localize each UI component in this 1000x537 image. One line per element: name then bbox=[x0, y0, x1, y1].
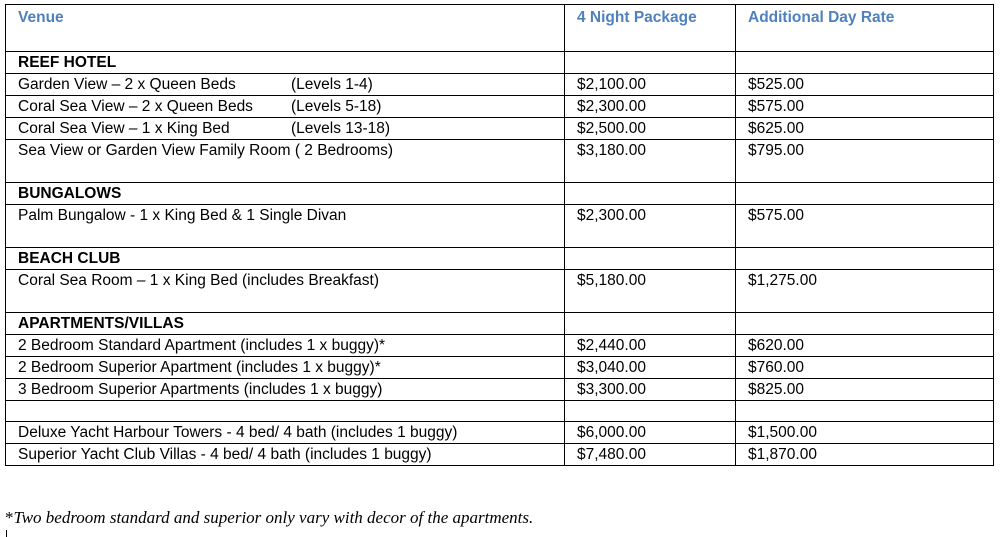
venue-cell: Superior Yacht Club Villas - 4 bed/ 4 bath (includes 1 buggy) bbox=[6, 444, 565, 466]
additional-cell: $760.00 bbox=[736, 357, 994, 379]
additional-cell: $625.00 bbox=[736, 118, 994, 140]
package-cell: $2,440.00 bbox=[565, 335, 736, 357]
table-row bbox=[6, 74, 994, 96]
package-cell: $2,100.00 bbox=[565, 74, 736, 96]
venue-cell: 2 Bedroom Superior Apartment (includes 1 x buggy)* bbox=[6, 357, 565, 379]
table-row bbox=[6, 118, 994, 140]
venue-cell: Palm Bungalow - 1 x King Bed & 1 Single Divan bbox=[6, 205, 565, 248]
footnote-asterisk: * bbox=[5, 508, 14, 527]
venue-cell: Deluxe Yacht Harbour Towers - 4 bed/ 4 bath (includes 1 buggy) bbox=[6, 422, 565, 444]
venue-cell: Coral Sea View – 2 x Queen Beds bbox=[18, 98, 253, 115]
section-beach-club: BEACH CLUB bbox=[6, 248, 565, 270]
venue-cell: Coral Sea View – 1 x King Bed bbox=[18, 120, 230, 137]
package-cell: $2,500.00 bbox=[565, 118, 736, 140]
additional-day-rate-header: Additional Day Rate bbox=[736, 5, 994, 52]
table-row bbox=[6, 379, 994, 401]
footnote bbox=[5, 508, 533, 528]
additional-cell: $825.00 bbox=[736, 379, 994, 401]
venue-cell: Garden View – 2 x Queen Beds bbox=[18, 76, 236, 93]
section-row bbox=[6, 248, 994, 270]
venue-cell: 3 Bedroom Superior Apartments (includes 1 x buggy) bbox=[6, 379, 565, 401]
table-row bbox=[6, 270, 994, 313]
section-reef-hotel: REEF HOTEL bbox=[6, 52, 565, 74]
additional-cell: $575.00 bbox=[736, 96, 994, 118]
additional-cell: $795.00 bbox=[736, 140, 994, 183]
section-row bbox=[6, 313, 994, 335]
section-bungalows: BUNGALOWS bbox=[6, 183, 565, 205]
levels-note: (Levels 5-18) bbox=[291, 98, 382, 115]
venue-cell: Sea View or Garden View Family Room ( 2 Bedrooms) bbox=[6, 140, 565, 183]
additional-cell: $620.00 bbox=[736, 335, 994, 357]
table-row bbox=[6, 444, 994, 466]
table-row bbox=[6, 140, 994, 183]
section-apartments-villas: APARTMENTS/VILLAS bbox=[6, 313, 565, 335]
package-cell: $2,300.00 bbox=[565, 96, 736, 118]
blank-row bbox=[6, 401, 994, 422]
table-row bbox=[6, 422, 994, 444]
text-cursor bbox=[6, 530, 7, 537]
additional-cell: $1,500.00 bbox=[736, 422, 994, 444]
levels-note: (Levels 13-18) bbox=[291, 120, 391, 137]
package-cell: $7,480.00 bbox=[565, 444, 736, 466]
venue-header: Venue bbox=[6, 5, 565, 52]
section-row bbox=[6, 52, 994, 74]
package-cell: $3,300.00 bbox=[565, 379, 736, 401]
additional-cell: $1,870.00 bbox=[736, 444, 994, 466]
footnote-text: Two bedroom standard and superior only vary with decor of the apartments. bbox=[13, 508, 534, 527]
levels-note: (Levels 1-4) bbox=[291, 76, 373, 93]
package-header: 4 Night Package bbox=[565, 5, 736, 52]
package-cell: $3,180.00 bbox=[565, 140, 736, 183]
package-cell: $6,000.00 bbox=[565, 422, 736, 444]
table-row bbox=[6, 96, 994, 118]
additional-cell: $1,275.00 bbox=[736, 270, 994, 313]
table-row bbox=[6, 205, 994, 248]
venue-cell: 2 Bedroom Standard Apartment (includes 1 x buggy)* bbox=[6, 335, 565, 357]
package-cell: $2,300.00 bbox=[565, 205, 736, 248]
rates-table bbox=[5, 4, 994, 466]
venue-cell: Coral Sea Room – 1 x King Bed (includes Breakfast) bbox=[6, 270, 565, 313]
table-row bbox=[6, 357, 994, 379]
additional-cell: $575.00 bbox=[736, 205, 994, 248]
section-row bbox=[6, 183, 994, 205]
package-cell: $3,040.00 bbox=[565, 357, 736, 379]
package-cell: $5,180.00 bbox=[565, 270, 736, 313]
header-row bbox=[6, 5, 994, 52]
table-row bbox=[6, 335, 994, 357]
additional-cell: $525.00 bbox=[736, 74, 994, 96]
